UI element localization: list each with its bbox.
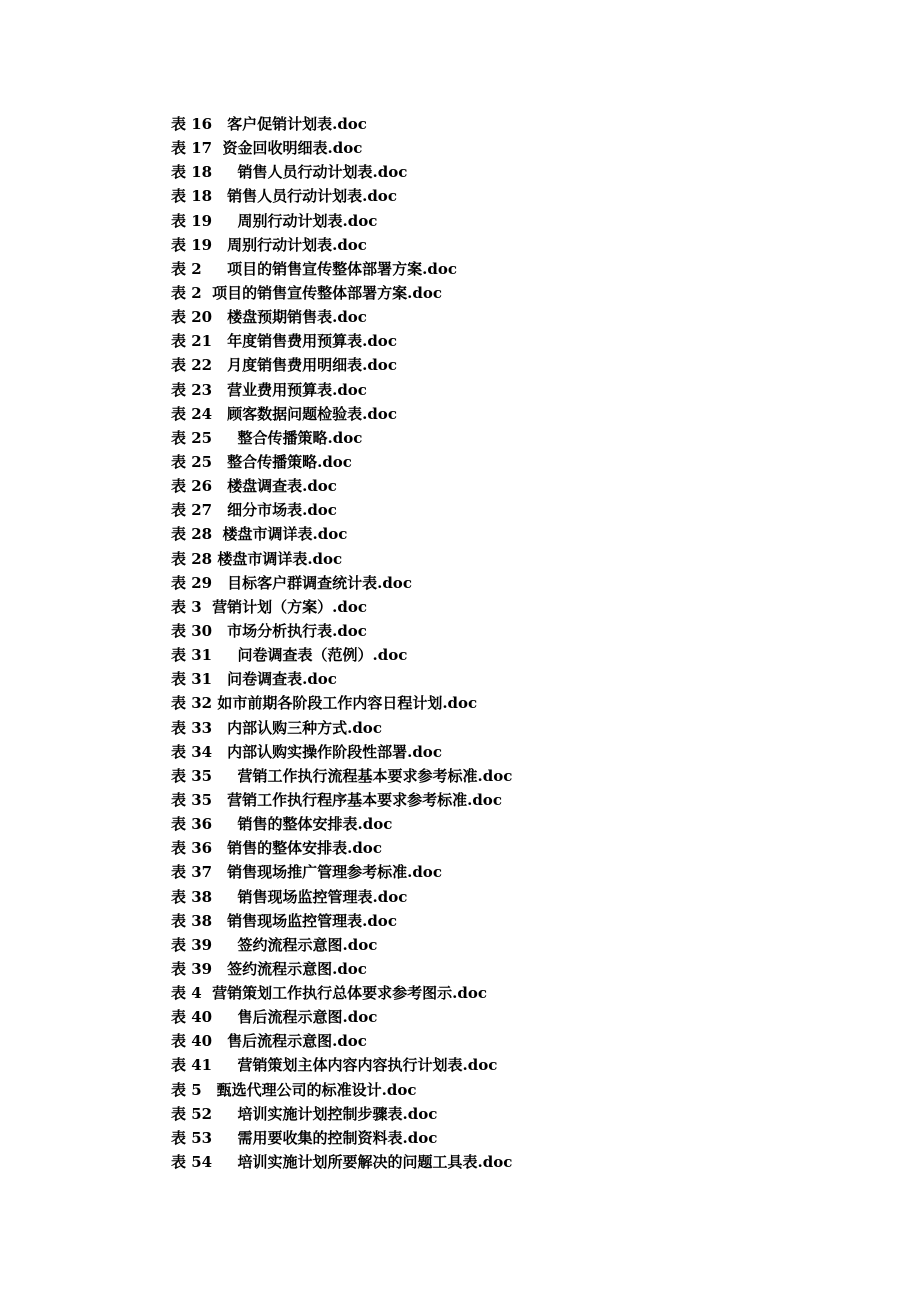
file-name-line: 表 5 甄选代理公司的标准设计.doc [171, 1080, 417, 1099]
file-name-line: 表 52 培训实施计划控制步骤表.doc [171, 1104, 438, 1123]
file-name-line: 表 3 营销计划（方案）.doc [171, 597, 367, 616]
file-name-line: 表 23 营业费用预算表.doc [171, 380, 367, 399]
file-name-line: 表 22 月度销售费用明细表.doc [171, 356, 397, 375]
file-name-line: 表 54 培训实施计划所要解决的问题工具表.doc [171, 1153, 513, 1172]
file-name-line: 表 31 问卷调查表.doc [171, 670, 337, 689]
file-name-line: 表 36 销售的整体安排表.doc [171, 815, 393, 834]
file-name-line: 表 34 内部认购实操作阶段性部署.doc [171, 742, 442, 761]
file-name-line: 表 19 周别行动计划表.doc [171, 235, 367, 254]
file-name-line: 表 38 销售现场监控管理表.doc [171, 887, 408, 906]
file-name-line: 表 30 市场分析执行表.doc [171, 621, 367, 640]
file-name-line: 表 53 需用要收集的控制资料表.doc [171, 1128, 438, 1147]
file-name-line: 表 39 签约流程示意图.doc [171, 935, 378, 954]
file-name-line: 表 35 营销工作执行流程基本要求参考标准.doc [171, 766, 513, 785]
file-name-line: 表 20 楼盘预期销售表.doc [171, 308, 367, 327]
file-name-line: 表 32 如市前期各阶段工作内容日程计划.doc [171, 694, 478, 713]
file-name-line: 表 2 项目的销售宣传整体部署方案.doc [171, 283, 442, 302]
file-name-line: 表 16 客户促销计划表.doc [171, 115, 367, 133]
file-name-line: 表 40 售后流程示意图.doc [171, 1008, 378, 1027]
file-name-line: 表 33 内部认购三种方式.doc [171, 718, 382, 737]
file-name-line: 表 4 营销策划工作执行总体要求参考图示.doc [171, 984, 487, 1003]
file-name-list [171, 112, 512, 1174]
file-name-line: 表 31 问卷调查表（范例）.doc [171, 646, 408, 665]
file-name-line: 表 37 销售现场推广管理参考标准.doc [171, 863, 442, 882]
file-name-line: 表 25 整合传播策略.doc [171, 452, 352, 471]
file-name-line: 表 25 整合传播策略.doc [171, 428, 363, 447]
file-name-line: 表 28 楼盘市调详表.doc [171, 549, 343, 568]
file-name-line: 表 2 项目的销售宣传整体部署方案.doc [171, 259, 457, 278]
file-name-line: 表 39 签约流程示意图.doc [171, 959, 367, 978]
file-name-line: 表 40 售后流程示意图.doc [171, 1032, 367, 1051]
file-name-line: 表 21 年度销售费用预算表.doc [171, 332, 397, 351]
file-name-line: 表 27 细分市场表.doc [171, 501, 337, 520]
file-name-line: 表 41 营销策划主体内容内容执行计划表.doc [171, 1056, 498, 1075]
file-name-line: 表 19 周别行动计划表.doc [171, 211, 378, 230]
file-name-line: 表 26 楼盘调查表.doc [171, 477, 337, 496]
file-name-line: 表 29 目标客户群调查统计表.doc [171, 573, 412, 592]
file-name-line: 表 35 营销工作执行程序基本要求参考标准.doc [171, 790, 502, 809]
file-name-line: 表 38 销售现场监控管理表.doc [171, 911, 397, 930]
file-name-line: 表 36 销售的整体安排表.doc [171, 839, 382, 858]
file-name-line: 表 28 楼盘市调详表.doc [171, 525, 348, 544]
file-name-line: 表 18 销售人员行动计划表.doc [171, 163, 408, 182]
file-name-line: 表 17 资金回收明细表.doc [171, 139, 363, 158]
file-name-line: 表 18 销售人员行动计划表.doc [171, 187, 397, 206]
file-name-line: 表 24 顾客数据问题检验表.doc [171, 404, 397, 423]
